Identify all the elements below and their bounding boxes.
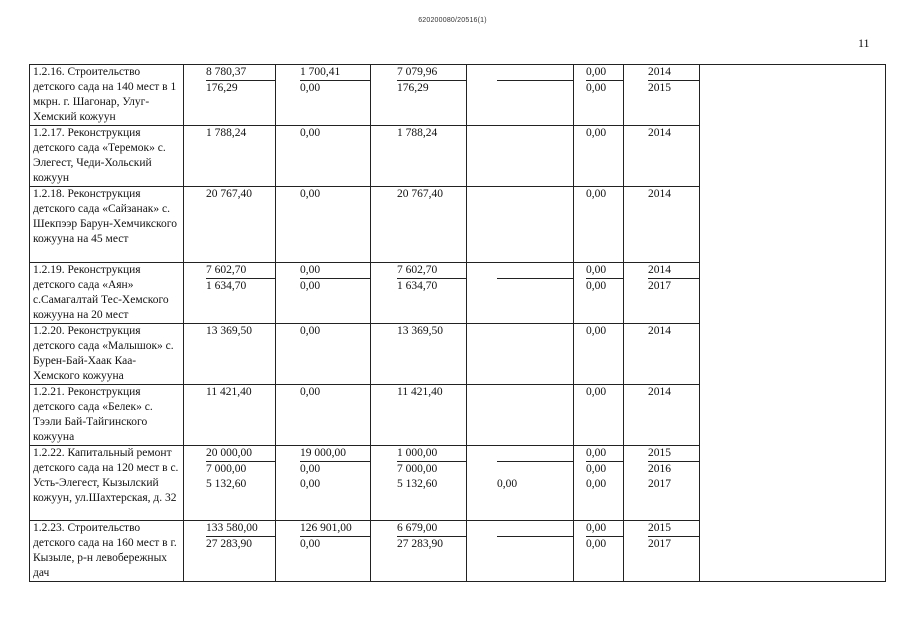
value-cell xyxy=(467,446,574,521)
cell-value: 5 132,60 xyxy=(206,478,247,490)
value-cell xyxy=(624,324,700,385)
cell-value: 13 369,50 xyxy=(206,325,252,337)
cell-value: 6 679,00 xyxy=(397,521,466,537)
table-row xyxy=(30,521,886,582)
cell-value: 2014 xyxy=(648,386,671,398)
cell-value: 7 000,00 xyxy=(206,463,247,475)
value-cell xyxy=(574,324,624,385)
cell-value: 13 369,50 xyxy=(397,325,443,337)
value-cell xyxy=(574,263,624,324)
cell-value: 0,00 xyxy=(300,188,321,200)
cell-value: 1 000,00 xyxy=(397,446,466,462)
cell-value: 27 283,90 xyxy=(206,538,252,550)
project-description: 1.2.17. Реконструкция детского сада «Теремок» с. Элегест, Чеди-Хольский кожуун xyxy=(30,126,184,187)
cell-value: 0,00 xyxy=(300,127,321,139)
cell-value: 2015 xyxy=(648,521,699,537)
cell-value: 126 901,00 xyxy=(300,521,370,537)
cell-value: 20 767,40 xyxy=(206,188,252,200)
value-cell xyxy=(624,65,700,126)
table-row xyxy=(30,263,886,324)
cell-value: 0,00 xyxy=(586,127,607,139)
cell-value: 176,29 xyxy=(206,82,238,94)
value-cell xyxy=(467,187,574,263)
value-cell xyxy=(467,126,574,187)
value-cell xyxy=(276,521,371,582)
value-cell xyxy=(574,385,624,446)
value-cell xyxy=(467,385,574,446)
cell-value: 7 079,96 xyxy=(397,65,466,81)
cell-value: 7 000,00 xyxy=(397,463,438,475)
cell-value xyxy=(497,81,573,96)
cell-value: 2014 xyxy=(648,127,671,139)
cell-value: 133 580,00 xyxy=(206,521,275,537)
cell-value: 11 421,40 xyxy=(206,386,252,398)
cell-value: 0,00 xyxy=(586,280,607,292)
value-cell xyxy=(276,187,371,263)
value-cell xyxy=(276,65,371,126)
cell-value: 7 602,70 xyxy=(397,263,466,279)
cell-value: 1 788,24 xyxy=(397,127,438,139)
cell-value: 7 602,70 xyxy=(206,263,275,279)
cell-value xyxy=(497,126,573,141)
cell-value: 2014 xyxy=(648,325,671,337)
project-description: 1.2.21. Реконструкция детского сада «Белек» с. Тээли Бай-Тайгинского кожууна xyxy=(30,385,184,446)
project-description: 1.2.20. Реконструкция детского сада «Малышок» с. Бурен-Бай-Хаак Каа-Хемского кожууна xyxy=(30,324,184,385)
value-cell xyxy=(371,126,467,187)
value-cell xyxy=(624,187,700,263)
cell-value xyxy=(497,65,573,81)
cell-value xyxy=(497,187,573,202)
cell-value: 2015 xyxy=(648,446,699,462)
value-cell xyxy=(371,521,467,582)
cell-value: 0,00 xyxy=(497,478,518,490)
cell-value: 0,00 xyxy=(586,263,623,279)
cell-value xyxy=(497,521,573,537)
cell-value: 2015 xyxy=(648,82,671,94)
value-cell xyxy=(184,187,276,263)
cell-value: 0,00 xyxy=(586,521,623,537)
cell-value xyxy=(497,324,573,339)
budget-table xyxy=(29,64,886,582)
value-cell xyxy=(574,65,624,126)
value-cell xyxy=(371,324,467,385)
cell-value: 0,00 xyxy=(586,386,607,398)
cell-value: 1 634,70 xyxy=(206,280,247,292)
cell-value: 2017 xyxy=(648,280,671,292)
cell-value: 2016 xyxy=(648,463,671,475)
project-description: 1.2.19. Реконструкция детского сада «Аян» с.Самагалтай Тес-Хемского кожууна на 20 мест xyxy=(30,263,184,324)
cell-value: 0,00 xyxy=(586,478,607,490)
cell-value: 0,00 xyxy=(300,386,321,398)
cell-value: 0,00 xyxy=(300,478,321,490)
value-cell xyxy=(624,446,700,521)
value-cell xyxy=(276,385,371,446)
cell-value: 0,00 xyxy=(586,82,607,94)
cell-value: 5 132,60 xyxy=(397,478,438,490)
value-cell xyxy=(184,126,276,187)
cell-value: 11 421,40 xyxy=(397,386,443,398)
value-cell xyxy=(371,446,467,521)
value-cell xyxy=(467,263,574,324)
page-number: 11 xyxy=(858,36,870,50)
cell-value: 0,00 xyxy=(586,463,607,475)
value-cell xyxy=(371,65,467,126)
cell-value: 2014 xyxy=(648,263,699,279)
table-row xyxy=(30,446,886,521)
cell-value: 0,00 xyxy=(300,263,370,279)
project-description: 1.2.16. Строительство детского сада на 140 мест в 1 мкрн. г. Шагонар, Улуг-Хемский кожуун xyxy=(30,65,184,126)
table-row xyxy=(30,65,886,126)
value-cell xyxy=(624,126,700,187)
empty-column-cell xyxy=(700,446,886,521)
cell-value: 0,00 xyxy=(586,538,607,550)
value-cell xyxy=(276,263,371,324)
cell-value: 0,00 xyxy=(300,280,321,292)
cell-value: 0,00 xyxy=(300,538,321,550)
cell-value: 20 767,40 xyxy=(397,188,443,200)
empty-column-cell xyxy=(700,187,886,263)
empty-column-cell xyxy=(700,263,886,324)
empty-column-cell xyxy=(700,65,886,126)
project-description: 1.2.18. Реконструкция детского сада «Сайзанак» с. Шекпээр Барун-Хемчикского кожууна на 45 мест xyxy=(30,187,184,263)
cell-value: 0,00 xyxy=(300,463,321,475)
cell-value: 0,00 xyxy=(586,65,623,81)
table-row xyxy=(30,126,886,187)
cell-value: 19 000,00 xyxy=(300,446,370,462)
project-description: 1.2.22. Капитальный ремонт детского сада на 120 мест в с. Усть-Элегест, Кызылский кожуун, ул.Шахтерская, д. 32 xyxy=(30,446,184,521)
cell-value: 1 634,70 xyxy=(397,280,438,292)
value-cell xyxy=(574,126,624,187)
document-code: 620200080/20516(1) xyxy=(418,17,487,24)
value-cell xyxy=(624,385,700,446)
table-row xyxy=(30,187,886,263)
cell-value: 1 788,24 xyxy=(206,127,247,139)
value-cell xyxy=(184,263,276,324)
value-cell xyxy=(624,521,700,582)
empty-column-cell xyxy=(700,521,886,582)
value-cell xyxy=(184,65,276,126)
cell-value: 0,00 xyxy=(586,325,607,337)
table-row xyxy=(30,324,886,385)
cell-value: 2014 xyxy=(648,188,671,200)
cell-value: 2017 xyxy=(648,538,671,550)
value-cell xyxy=(574,446,624,521)
cell-value: 2017 xyxy=(648,478,671,490)
value-cell xyxy=(276,126,371,187)
cell-value: 27 283,90 xyxy=(397,538,443,550)
empty-column-cell xyxy=(700,385,886,446)
project-description: 1.2.23. Строительство детского сада на 160 мест в г. Кызыле, р-н левобережных дач xyxy=(30,521,184,582)
cell-value: 0,00 xyxy=(300,325,321,337)
value-cell xyxy=(624,263,700,324)
value-cell xyxy=(467,324,574,385)
value-cell xyxy=(467,65,574,126)
table-row xyxy=(30,385,886,446)
cell-value xyxy=(497,279,573,294)
value-cell xyxy=(467,521,574,582)
value-cell xyxy=(184,385,276,446)
cell-value xyxy=(497,537,573,552)
value-cell xyxy=(276,446,371,521)
value-cell xyxy=(184,446,276,521)
empty-column-cell xyxy=(700,126,886,187)
cell-value xyxy=(497,385,573,400)
cell-value: 176,29 xyxy=(397,82,429,94)
value-cell xyxy=(184,324,276,385)
cell-value: 20 000,00 xyxy=(206,446,275,462)
cell-value: 0,00 xyxy=(586,446,623,462)
cell-value: 1 700,41 xyxy=(300,65,370,81)
cell-value: 8 780,37 xyxy=(206,65,275,81)
value-cell xyxy=(371,385,467,446)
cell-value: 0,00 xyxy=(586,188,607,200)
value-cell xyxy=(574,521,624,582)
value-cell xyxy=(574,187,624,263)
empty-column-cell xyxy=(700,324,886,385)
cell-value: 0,00 xyxy=(300,82,321,94)
value-cell xyxy=(371,263,467,324)
cell-value xyxy=(497,462,573,477)
value-cell xyxy=(184,521,276,582)
value-cell xyxy=(371,187,467,263)
cell-value: 2014 xyxy=(648,65,699,81)
cell-value xyxy=(497,446,573,462)
value-cell xyxy=(276,324,371,385)
cell-value xyxy=(497,263,573,279)
